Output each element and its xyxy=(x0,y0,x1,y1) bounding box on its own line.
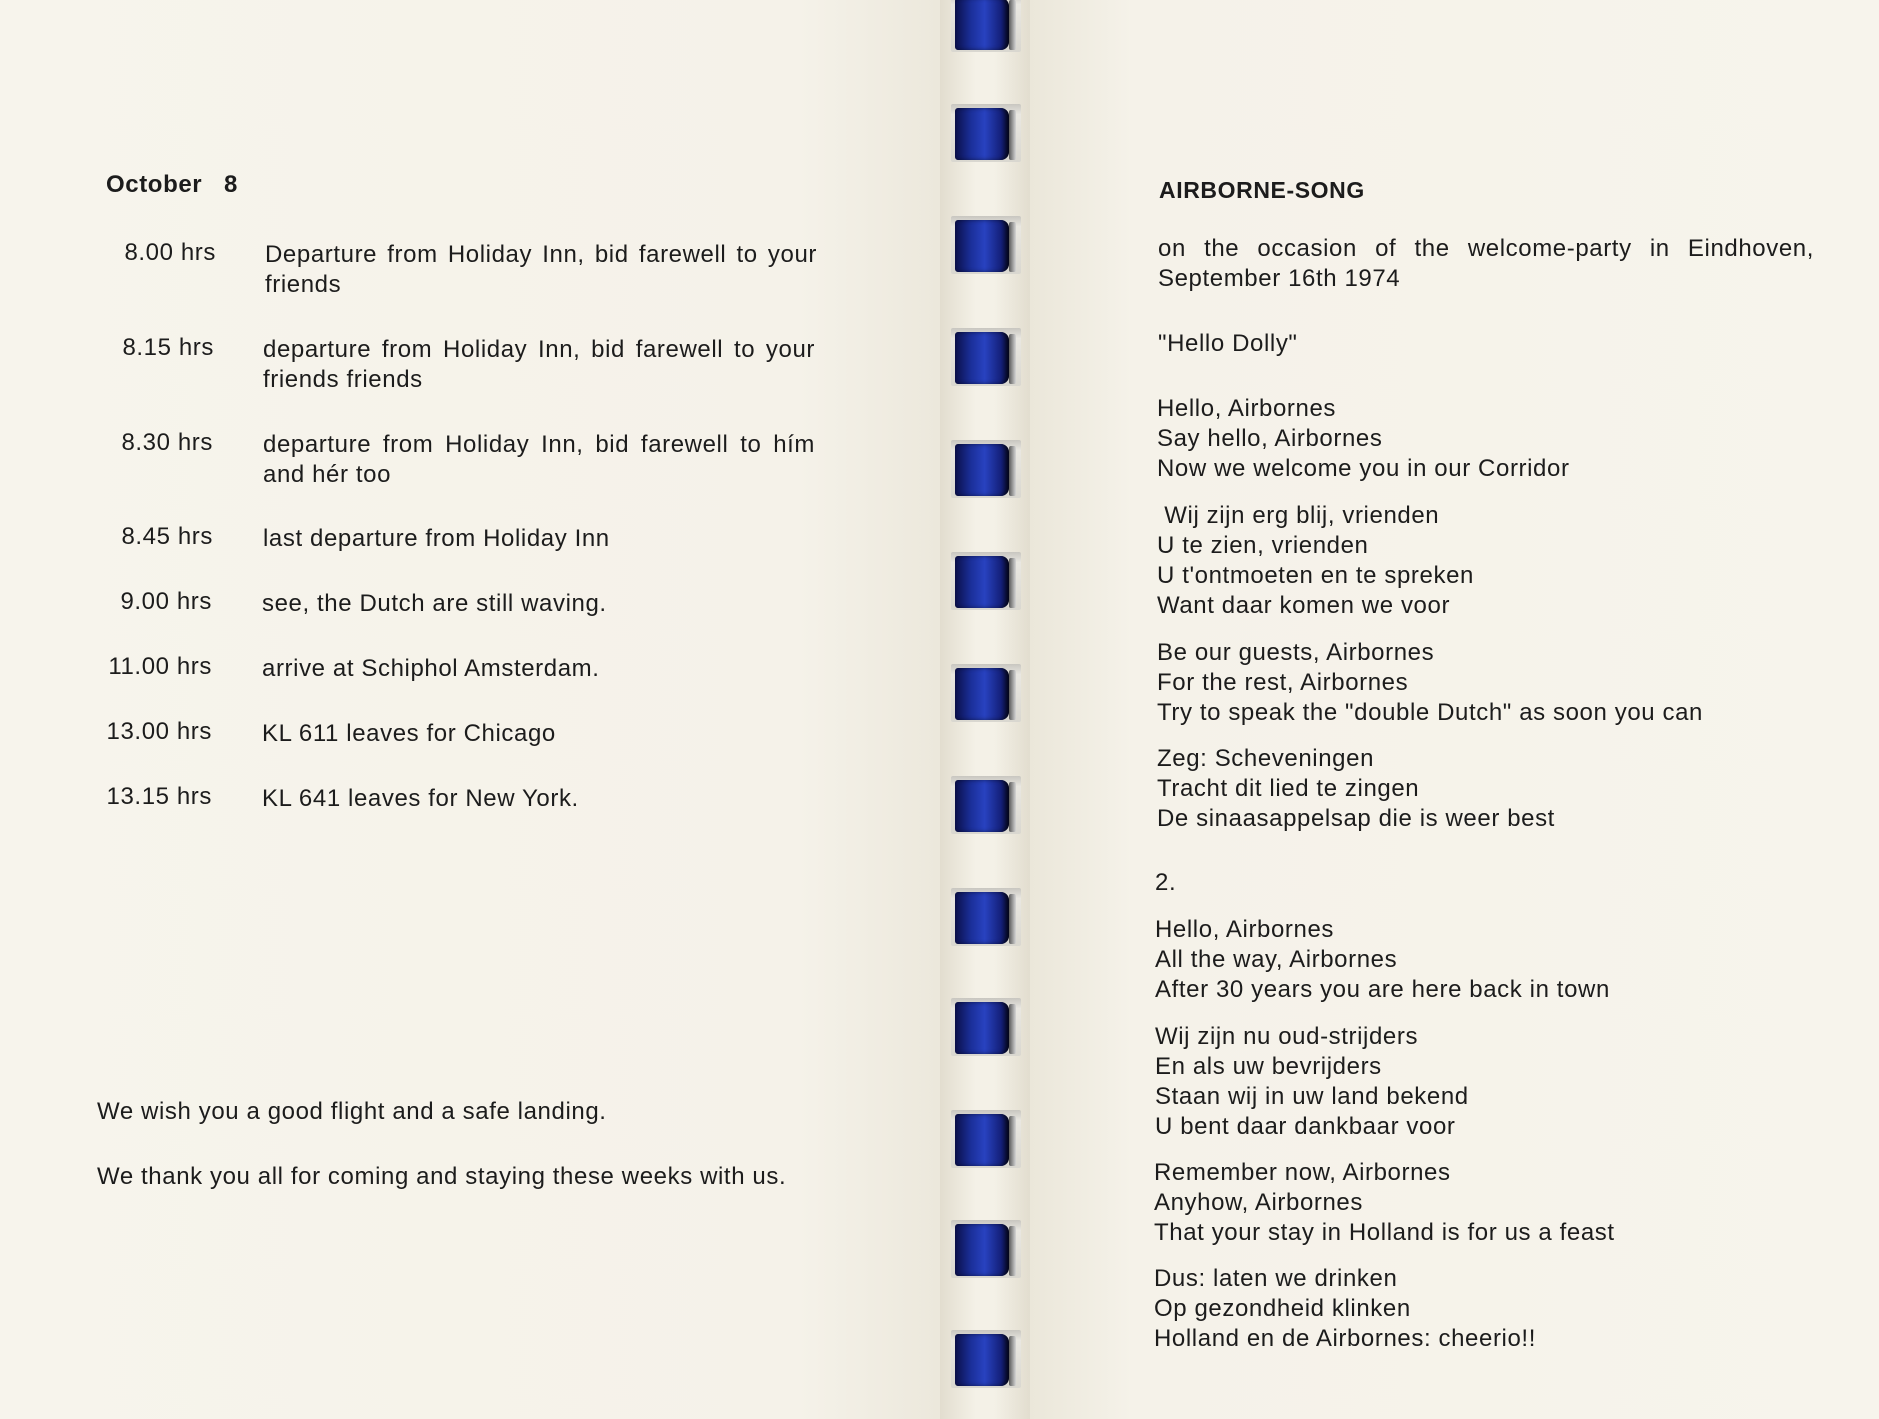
binding-ring xyxy=(951,0,1021,52)
closing-thanks: We thank you all for coming and staying these weeks with us. xyxy=(97,1163,787,1190)
verse-line: En als uw bevrijders xyxy=(1155,1053,1382,1080)
verse-line: Staan wij in uw land bekend xyxy=(1155,1083,1469,1110)
binding-ring xyxy=(951,1220,1021,1278)
verse-line: Say hello, Airbornes xyxy=(1157,425,1383,452)
verse-line: U t'ontmoeten en te spreken xyxy=(1157,562,1474,589)
verse-line: U bent daar dankbaar voor xyxy=(1155,1113,1456,1140)
schedule-description: arrive at Schiphol Amsterdam. xyxy=(262,655,600,682)
binding-ring xyxy=(951,664,1021,722)
song-tune: "Hello Dolly" xyxy=(1158,330,1298,357)
schedule-description: departure from Holiday Inn, bid farewell to hím and hér too xyxy=(263,431,815,488)
verse-line: All the way, Airbornes xyxy=(1155,946,1398,973)
verse-line: Wij zijn erg blij, vrienden xyxy=(1157,502,1440,529)
binding-ring xyxy=(951,776,1021,834)
schedule-description: Departure from Holiday Inn, bid farewell to your friends xyxy=(265,241,817,298)
song-verse xyxy=(1157,744,1555,834)
song-verse xyxy=(1157,394,1570,484)
song-verse xyxy=(1157,638,1703,728)
verse-line: Hello, Airbornes xyxy=(1157,395,1337,422)
schedule-description: KL 611 leaves for Chicago xyxy=(262,720,556,747)
song-verse xyxy=(1155,915,1610,1005)
song-occasion: on the occasion of the welcome-party in Eindhoven, September 16th 1974 xyxy=(1158,235,1814,292)
binding-ring xyxy=(951,104,1021,162)
binding-ring xyxy=(951,1110,1021,1168)
verse-line: Wij zijn nu oud-strijders xyxy=(1155,1023,1419,1050)
verse-number xyxy=(1155,868,1176,898)
verse-line: Remember now, Airbornes xyxy=(1154,1159,1451,1186)
verse-line: Op gezondheid klinken xyxy=(1154,1295,1411,1322)
song-verse xyxy=(1157,501,1474,621)
schedule-time: 13.00 hrs xyxy=(106,718,212,745)
schedule-time: 13.15 hrs xyxy=(106,783,212,810)
schedule-time: 8.30 hrs xyxy=(121,429,213,456)
verse-line: Be our guests, Airbornes xyxy=(1157,639,1435,666)
closing-wish: We wish you a good flight and a safe landing. xyxy=(97,1098,607,1125)
date-heading: October 8 xyxy=(106,171,238,198)
binding-ring xyxy=(951,998,1021,1056)
verse-line: Want daar komen we voor xyxy=(1157,592,1451,619)
verse-line: Holland en de Airbornes: cheerio!! xyxy=(1154,1325,1536,1352)
verse-line: Hello, Airbornes xyxy=(1155,916,1335,943)
verse-line: Tracht dit lied te zingen xyxy=(1157,775,1420,802)
verse-line: Dus: laten we drinken xyxy=(1154,1265,1398,1292)
binding-ring xyxy=(951,328,1021,386)
schedule-description: KL 641 leaves for New York. xyxy=(262,785,579,812)
binding-ring xyxy=(951,552,1021,610)
song-verse xyxy=(1155,1022,1469,1142)
schedule-time: 8.00 hrs xyxy=(124,239,216,266)
verse-line: Try to speak the "double Dutch" as soon you can xyxy=(1157,699,1703,726)
schedule-description: see, the Dutch are still waving. xyxy=(262,590,607,617)
binding-ring xyxy=(951,1330,1021,1388)
verse-line: 2. xyxy=(1155,869,1177,896)
schedule-time: 11.00 hrs xyxy=(108,653,212,680)
schedule-time: 8.45 hrs xyxy=(121,523,213,550)
verse-line: U te zien, vrienden xyxy=(1157,532,1369,559)
schedule-time: 8.15 hrs xyxy=(122,334,214,361)
binding-ring xyxy=(951,888,1021,946)
verse-line: That your stay in Holland is for us a feast xyxy=(1154,1219,1615,1246)
song-verse xyxy=(1154,1158,1615,1248)
schedule-description: departure from Holiday Inn, bid farewell to your friends friends xyxy=(263,336,815,393)
verse-line: For the rest, Airbornes xyxy=(1157,669,1409,696)
verse-line: Zeg: Scheveningen xyxy=(1157,745,1375,772)
schedule-description: last departure from Holiday Inn xyxy=(263,525,610,552)
verse-line: Now we welcome you in our Corridor xyxy=(1157,455,1570,482)
binding-ring xyxy=(951,216,1021,274)
verse-line: Anyhow, Airbornes xyxy=(1154,1189,1363,1216)
verse-line: De sinaasappelsap die is weer best xyxy=(1157,805,1555,832)
verse-line: After 30 years you are here back in town xyxy=(1155,976,1610,1003)
song-title: AIRBORNE-SONG xyxy=(1159,177,1365,203)
schedule-time: 9.00 hrs xyxy=(120,588,212,615)
song-verse xyxy=(1154,1264,1536,1354)
binding-ring xyxy=(951,440,1021,498)
